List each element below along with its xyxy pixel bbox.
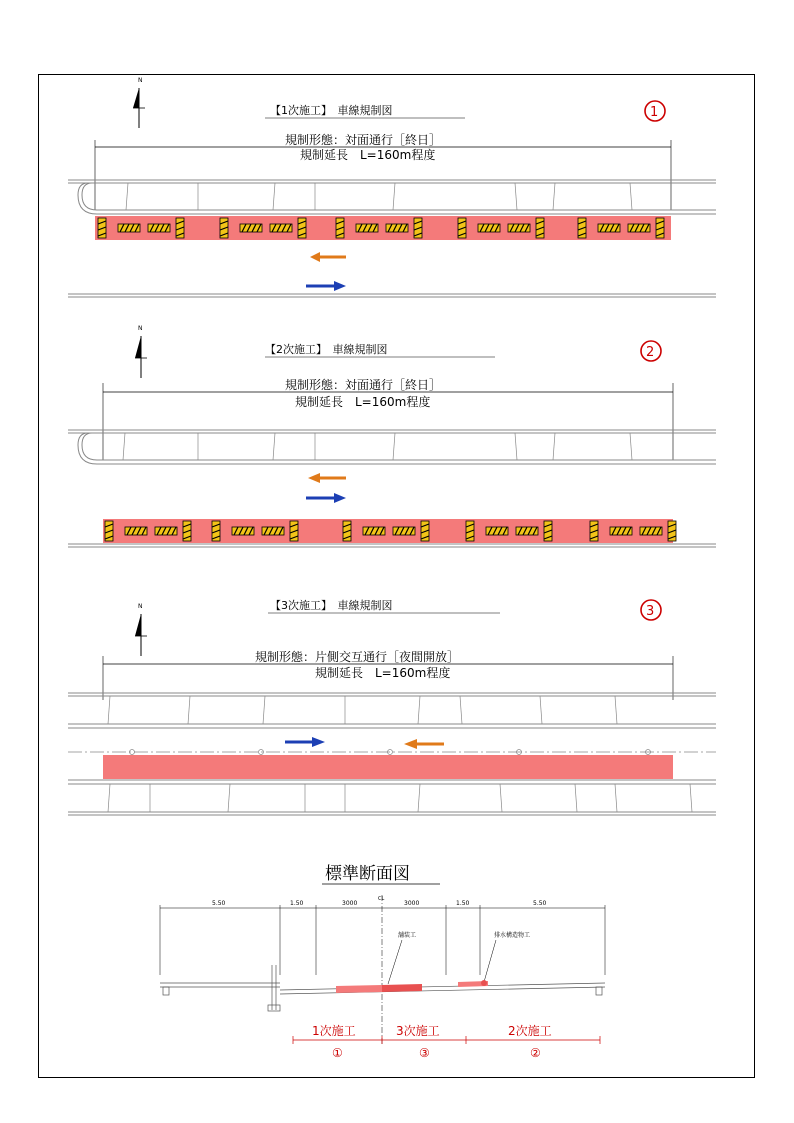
- phase-label-1: 1次施工: [312, 1024, 356, 1038]
- phase-1-title: 【1次施工】 車線規制図: [270, 104, 393, 117]
- svg-text:N: N: [138, 325, 143, 332]
- phase-3-form: 規制形態：片側交互通行［夜間開放］: [255, 650, 460, 664]
- barrier-rail-icon: [262, 527, 284, 535]
- phase-num-1: ①: [332, 1046, 343, 1060]
- phase-3-number-icon: [641, 600, 661, 620]
- barrier-post-icon: [421, 521, 429, 541]
- barrier-post-icon: [458, 218, 466, 238]
- barrier-rail-icon: [155, 527, 177, 535]
- phase-num-2: ②: [530, 1046, 541, 1060]
- dim-left-shoulder: 5.50: [212, 900, 226, 907]
- north-arrow-icon: [135, 325, 147, 378]
- barrier-post-icon: [176, 218, 184, 238]
- barrier-post-icon: [466, 521, 474, 541]
- barrier-post-icon: [212, 521, 220, 541]
- phase-3-title: 【3次施工】 車線規制図: [270, 599, 393, 612]
- north-arrow-icon: [135, 603, 147, 656]
- phase-1-number-icon: [645, 101, 665, 121]
- barrier-rail-icon: [386, 224, 408, 232]
- barrier-rail-icon: [516, 527, 538, 535]
- barrier-rail-icon: [486, 527, 508, 535]
- barrier-rail-icon: [610, 527, 632, 535]
- barrier-rail-icon: [118, 224, 140, 232]
- barrier-post-icon: [220, 218, 228, 238]
- barrier-rail-icon: [356, 224, 378, 232]
- phase-3-diagram: [68, 598, 716, 815]
- traffic-arrow-right-icon: [285, 737, 325, 747]
- traffic-arrow-right-icon: [306, 281, 346, 291]
- barrier-rail-icon: [393, 527, 415, 535]
- barrier-rail-icon: [270, 224, 292, 232]
- svg-text:N: N: [138, 77, 143, 84]
- barrier-rail-icon: [363, 527, 385, 535]
- phase-1-diagram: [68, 77, 716, 297]
- barrier-post-icon: [343, 521, 351, 541]
- phase-1-length: 規制延長 L=160m程度: [300, 148, 436, 162]
- regulation-zone: [103, 755, 673, 779]
- dim-left-side: 1.50: [290, 900, 304, 907]
- barrier-rail-icon: [125, 527, 147, 535]
- svg-text:N: N: [138, 603, 143, 610]
- svg-text:3: 3: [646, 604, 655, 619]
- label-drainage: 排水構造物工: [494, 932, 531, 939]
- barrier-rail-icon: [598, 224, 620, 232]
- phase-2-number-icon: [641, 341, 661, 361]
- phase-3-length: 規制延長 L=160m程度: [315, 666, 451, 680]
- cross-section: [160, 864, 605, 1060]
- traffic-arrow-left-icon: [404, 739, 444, 749]
- barrier-post-icon: [578, 218, 586, 238]
- barrier-post-icon: [290, 521, 298, 541]
- phase-num-3: ③: [419, 1046, 430, 1060]
- north-arrow-icon: [133, 77, 145, 128]
- barrier-rail-icon: [240, 224, 262, 232]
- barrier-post-icon: [336, 218, 344, 238]
- barrier-post-icon: [536, 218, 544, 238]
- dim-right-shoulder: 5.50: [533, 900, 547, 907]
- barrier-rail-icon: [148, 224, 170, 232]
- dim-right-side: 1.50: [456, 900, 470, 907]
- barrier-post-icon: [183, 521, 191, 541]
- barrier-post-icon: [298, 218, 306, 238]
- dim-centerline: CL: [378, 896, 385, 902]
- barrier-post-icon: [590, 521, 598, 541]
- phase-label-2: 2次施工: [508, 1024, 552, 1038]
- traffic-arrow-right-icon: [306, 493, 346, 503]
- barrier-rail-icon: [628, 224, 650, 232]
- phase-1-form: 規制形態：対面通行［終日］: [285, 133, 442, 147]
- barrier-post-icon: [98, 218, 106, 238]
- barrier-rail-icon: [478, 224, 500, 232]
- dim-left-lane: 3000: [342, 900, 358, 907]
- barrier-post-icon: [656, 218, 664, 238]
- traffic-arrow-left-icon: [308, 473, 346, 483]
- traffic-arrow-left-icon: [310, 252, 346, 262]
- dim-right-lane: 3000: [404, 900, 420, 907]
- barrier-post-icon: [105, 521, 113, 541]
- phase-2-form: 規制形態：対面通行［終日］: [285, 378, 442, 392]
- svg-text:1: 1: [650, 105, 659, 120]
- svg-text:2: 2: [646, 345, 655, 360]
- barrier-rail-icon: [508, 224, 530, 232]
- phase-label-3: 3次施工: [396, 1024, 440, 1038]
- phase-2-length: 規制延長 L=160m程度: [295, 395, 431, 409]
- phase-2-diagram: [68, 325, 716, 547]
- label-paving: 舗装工: [398, 932, 417, 939]
- phase-2-title: 【2次施工】 車線規制図: [265, 343, 388, 356]
- barrier-post-icon: [544, 521, 552, 541]
- barrier-post-icon: [668, 521, 676, 541]
- barrier-post-icon: [414, 218, 422, 238]
- section-title: 標準断面図: [325, 864, 410, 884]
- barrier-rail-icon: [232, 527, 254, 535]
- barrier-rail-icon: [640, 527, 662, 535]
